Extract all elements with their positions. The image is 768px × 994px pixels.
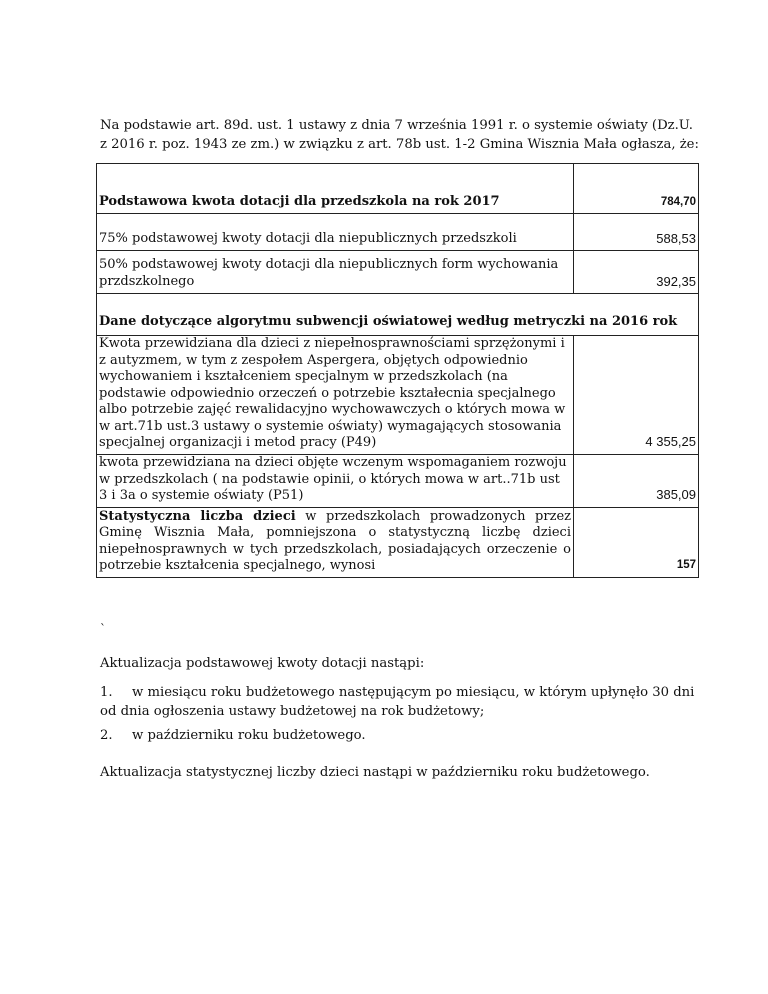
row-value-base-amount: 784,70 bbox=[574, 164, 699, 214]
update-heading: Aktualizacja podstawowej kwoty dotacji nastąpi: bbox=[100, 656, 425, 671]
item-1-number: 1. bbox=[100, 685, 113, 700]
item-2-number: 2. bbox=[100, 728, 113, 743]
row-value-75pct: 588,53 bbox=[574, 214, 699, 251]
table-row bbox=[97, 507, 699, 577]
row-label-75pct: 75% podstawowej kwoty dotacji dla niepublicznych przedszkoli bbox=[97, 214, 574, 251]
intro-line-2: z 2016 r. poz. 1943 ze zm.) w związku z art. 78b ust. 1-2 Gmina Wisznia Mała ogłasza, że: bbox=[100, 137, 699, 152]
row-value-p51: 385,09 bbox=[574, 454, 699, 507]
subsidy-table bbox=[96, 163, 699, 578]
final-statement: Aktualizacja statystycznej liczby dzieci nastąpi w październiku roku budżetowego. bbox=[100, 765, 650, 780]
stray-mark: ` bbox=[100, 622, 106, 636]
row-label-child-count bbox=[97, 507, 574, 577]
child-count-description: w przedszkolach prowadzonych przez Gminę Wisznia Mała, pomniejszona o statystyczną liczbę dzieci niepełnosprawnych w tych przedszkolach, posiadających orzeczenie o potrzebie kształcenia specjalnego, wynosi bbox=[99, 508, 571, 573]
intro-paragraph bbox=[100, 116, 700, 154]
item-2-text: w październiku roku budżetowego. bbox=[132, 728, 366, 743]
item-1-continuation: od dnia ogłoszenia ustawy budżetowej na rok budżetowy; bbox=[100, 704, 485, 719]
table-row bbox=[97, 454, 699, 507]
row-value-p49: 4 355,25 bbox=[574, 336, 699, 455]
update-item-1 bbox=[100, 683, 700, 721]
section-heading: Dane dotyczące algorytmu subwencji oświatowej według metryczki na 2016 rok bbox=[97, 294, 699, 336]
table-row bbox=[97, 336, 699, 455]
update-item-2 bbox=[100, 726, 700, 745]
row-label-50pct: 50% podstawowej kwoty dotacji dla niepublicznych form wychowania przdszkolnego bbox=[97, 251, 574, 294]
row-label-p49: Kwota przewidziana dla dzieci z niepełnosprawnościami sprzężonymi i z autyzmem, w tym z zespołem Aspergera, objętych odpowiednio wychowaniem i kształceniem specjalnym w przedszkolach (na podstawie odpowiednio orzeczeń o potrzebie kształecnia specjalnego albo potrzebie zajęć rewalidacyjno wychowawczych o których mowa w w art.71b ust.3 ustawy o systemie oświaty) wymagających stosowania specjalnej organizacji i metod pracy (P49) bbox=[97, 336, 574, 455]
row-label-base-amount: Podstawowa kwota dotacji dla przedszkola na rok 2017 bbox=[97, 164, 574, 214]
table-row bbox=[97, 294, 699, 336]
item-1-text: w miesiącu roku budżetowego następującym po miesiącu, w którym upłynęło 30 dni bbox=[132, 685, 695, 700]
table-row bbox=[97, 164, 699, 214]
table-row bbox=[97, 251, 699, 294]
intro-line-1: Na podstawie art. 89d. ust. 1 ustawy z dnia 7 września 1991 r. o systemie oświaty (Dz.U. bbox=[100, 118, 693, 133]
child-count-bold-label: Statystyczna liczba dzieci bbox=[99, 508, 296, 524]
table-row bbox=[97, 214, 699, 251]
row-label-p51: kwota przewidziana na dzieci objęte wczenym wspomaganiem rozwoju w przedszkolach ( na podstawie opinii, o których mowa w art..71b ust 3 i 3a o systemie oświaty (P51) bbox=[97, 454, 574, 507]
row-value-50pct: 392,35 bbox=[574, 251, 699, 294]
row-value-child-count: 157 bbox=[574, 507, 699, 577]
